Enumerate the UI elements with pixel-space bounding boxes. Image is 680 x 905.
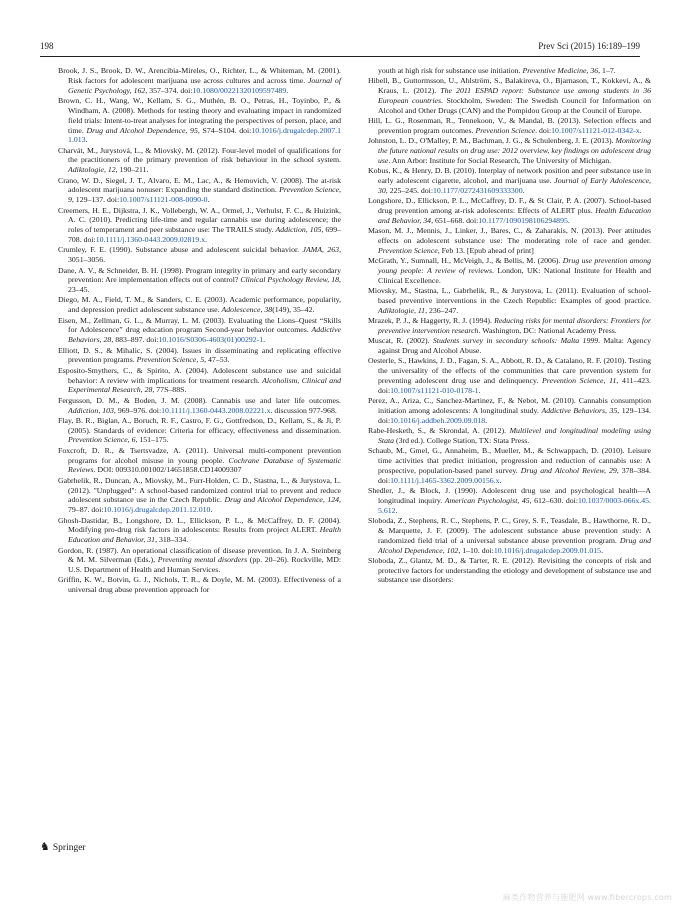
reference-details: , 1–10. doi:	[458, 545, 494, 555]
reference-entry	[58, 416, 341, 446]
reference-details: , 969–976. doi:	[113, 405, 162, 415]
reference-entry	[58, 546, 341, 576]
reference-text: Elliott, D. S., & Mihalic, S. (2004). Issues in disseminating and replicating effective prevention programs.	[58, 345, 341, 365]
reference-source: Journal of Early Adolescence, 30	[378, 176, 651, 195]
reference-tail: .	[601, 545, 604, 555]
reference-details: , 129–137. doi:	[71, 195, 120, 205]
reference-entry	[58, 176, 341, 206]
publisher-name: Springer	[52, 842, 86, 853]
reference-source: Prevention Science	[475, 125, 536, 135]
reference-source: Drug and Alcohol Dependence, 124	[224, 495, 340, 505]
reference-text: Mrazek, P. J., & Haggerty, R. J. (1994).	[368, 316, 495, 326]
reference-doi-link[interactable]: 10.1016/S0306-4603(01)00292-1	[158, 335, 264, 345]
reference-text: Foxcroft, D. R., & Tsertsvadze, A. (2011). Universal multi-component prevention programs for alcohol misuse in young people.	[58, 445, 341, 465]
reference-text: Sloboda, Z., Glantz, M. D., & Tarter, R. E. (2012). Revisiting the concepts of risk and protective factors for understanding the etiology and development of substance use and substance use disorders:	[368, 555, 651, 585]
reference-text: Crumley, F. E. (1990). Substance abuse and adolescent suicidal behavior.	[58, 245, 303, 255]
reference-details: , 1–7.	[598, 66, 616, 75]
reference-text: Perez, A., Ariza, C., Sanchez-Martinez, F., & Nebot, M. (2010). Cannabis consumption initiation among adolescents: A longitudinal study.	[368, 396, 651, 415]
reference-entry	[58, 516, 341, 546]
reference-source: Alcoholism, Clinical and Experimental Research, 28	[68, 375, 341, 395]
reference-details: , 883–897. doi:	[111, 335, 159, 345]
reference-entry	[368, 116, 651, 136]
reference-doi-link[interactable]: 10.1016/j.drugalcdep.2011.12.010	[103, 505, 211, 515]
reference-entry	[58, 396, 341, 416]
reference-entry	[368, 286, 651, 316]
watermark: 麻类作物营养与施肥网 www.fibercrops.com	[502, 893, 672, 902]
reference-source: Preventing mental disorders	[157, 555, 248, 565]
reference-doi-link[interactable]: 10.1177/0272431609333300	[433, 185, 523, 195]
reference-column-right	[368, 66, 651, 586]
reference-tail: .	[522, 185, 525, 195]
reference-entry	[368, 196, 651, 226]
reference-entry	[368, 316, 651, 336]
reference-text: Rabe-Hesketh, S., & Skrondal, A. (2012).	[368, 426, 510, 436]
reference-source: Students survey in secondary schools: Malta 1999	[432, 336, 599, 346]
reference-details: , 357–374. doi:	[145, 85, 193, 95]
reference-source: Drug use prevention among young people: A review of reviews	[378, 256, 651, 275]
reference-source: Adiktologie, 12	[68, 165, 116, 175]
reference-tail: .	[478, 385, 481, 395]
reference-column-left	[58, 66, 341, 596]
reference-tail: .	[207, 195, 210, 205]
reference-entry	[58, 146, 341, 176]
reference-details: , 411–423. doi:	[378, 375, 651, 395]
reference-doi-link[interactable]: 10.1007/s11121-010-0178-1	[390, 385, 479, 395]
reference-text: Kobus, K., & Henry, D. B. (2010). Interplay of network position and peer substance use in early adolescent cigarette, alcohol, and marijuana use.	[368, 166, 651, 186]
reference-text: Flay, B. R., Biglan, A., Boruch, R. F., Castro, F. G., Gottfredson, D., Kellam, S., & Ji, P. (2005). Standards of evidence: Criteria for efficacy, effectiveness and dissemination.	[58, 415, 341, 435]
reference-source: Monitoring the future national results on drug use: 2012 overview, key findings on adolescent drug use	[378, 136, 651, 165]
reference-text: Muscat, R. (2002).	[368, 336, 433, 346]
reference-text: Gordon, R. (1987). An operational classification of disease prevention. In J. A. Steinberg & M. M. Silverman (Eds.),	[58, 545, 341, 565]
reference-text: Creemers, H. E., Dijkstra, J. K., Vollebergh, W. A., Ormel, J., Verhulst, F. C., & Huizink, A. C. (2010). Predicting life-time and regular cannabis use during adolescence; the roles of temperament and peer substance use: The TRAILS study.	[58, 205, 341, 235]
reference-text: Griffin, K. W., Botvin, G. J., Nichols, T. R., & Doyle, M. M. (2003). Effectiveness of a universal drug abuse prevention approach for	[58, 575, 341, 595]
reference-details: . Washington, DC: National Academy Press.	[478, 325, 617, 335]
reference-entry	[368, 516, 651, 555]
reference-details: , Feb 13. [Epub ahead of print]	[437, 245, 534, 255]
reference-doi-link[interactable]: 10.1037/0003-066x.45.5.612	[378, 495, 651, 515]
reference-source: Prevention Science, 11	[542, 375, 617, 385]
reference-details: . Ann Arbor: Institute for Social Research, The University of Michigan.	[388, 155, 612, 165]
reference-tail: .	[205, 235, 208, 245]
reference-source: Adiktologie, 11	[378, 305, 426, 315]
reference-text: Shedler, J., & Block, J. (1990). Adolescent drug use and psychological health—A longitudinal inquiry.	[368, 486, 651, 505]
reference-entry	[368, 446, 651, 485]
reference-source: Prevention Science	[378, 245, 438, 255]
reference-tail: .	[567, 215, 570, 225]
reference-tail: .	[485, 415, 488, 425]
reference-text: Ghosh-Dastidar, B., Longshore, D. L., Ellickson, P. L., & McCaffrey, D. F. (2004). Modifying pro-drug risk factors in adolescents: Results from project ALERT.	[58, 515, 341, 535]
reference-source: Drug and Alcohol Dependence, 102	[378, 535, 651, 555]
reference-tail: .	[210, 505, 213, 515]
reference-source: Prevention Science, 5	[136, 355, 205, 365]
reference-details: , 236–247.	[425, 305, 459, 315]
reference-tail: .	[263, 335, 266, 345]
reference-entry	[368, 486, 651, 516]
reference-details: (pp. 20–26). Rockville, MD: U.S. Department of Health and Human Services.	[68, 555, 341, 575]
reference-text: youth at high risk for substance use initiation.	[378, 66, 523, 75]
reference-details: , 151–175.	[135, 435, 169, 445]
reference-entry	[58, 66, 341, 96]
reference-text: Brook, J. S., Brook, D. W., Arencibia-Mireles, O., Richter, L., & Whiteman, M. (2001). Risk factors for adolescent marijuana use across cultures and across time.	[58, 66, 341, 85]
reference-entry	[58, 366, 341, 396]
reference-doi-link[interactable]: 10.1080/00221320109597489	[192, 85, 287, 95]
reference-entry	[368, 256, 651, 286]
reference-details: , 225–245. doi:	[385, 185, 434, 195]
reference-source: Addiction, 103	[68, 405, 114, 415]
reference-text: McGrath, Y., Sumnall, H., McVeigh, J., & Bellis, M. (2006).	[368, 256, 563, 266]
reference-entry	[368, 396, 651, 426]
footer	[40, 842, 86, 853]
reference-details: , 318–334.	[155, 535, 189, 545]
reference-source: JAMA, 263	[302, 245, 340, 255]
reference-entry	[58, 316, 341, 346]
reference-source: Health Education and Behavior, 34	[378, 206, 651, 225]
reference-details: , 699–708. doi:	[68, 225, 341, 245]
reference-details: , 77S–88S.	[152, 385, 187, 395]
reference-details: , 190–211.	[115, 165, 149, 175]
reference-text: Dane, A. V., & Schneider, B. H. (1998). Program integrity in primary and early secondary prevention: Are implementation effects out of control?	[58, 265, 341, 285]
reference-text: Esposito-Smythers, C., & Spirito, A. (2004). Adolescent substance use and suicidal behavior: A review with implications for treatment research.	[58, 365, 341, 385]
reference-text: Charvát, M., Jurystová, L., & Miovský, M. (2012). Four-level model of qualifications for the practitioners of the primary prevention of risk behaviour in the school system.	[58, 145, 341, 165]
reference-entry	[368, 66, 651, 76]
reference-entry	[58, 96, 341, 145]
reference-source: Reducing risks for mental disorders: Frontiers for preventive intervention research	[378, 316, 651, 335]
reference-entry	[368, 556, 651, 586]
reference-source: Preventive Medicine, 36	[522, 66, 599, 75]
reference-details: , 79–87. doi:	[68, 495, 341, 515]
reference-source: Addictive Behaviors, 28	[68, 325, 341, 345]
reference-text: Hibell, B., Guttormsson, U., Ahlström, S., Balakireva, O., Bjarnason, T., Kokkevi, A., & Kraus, L. (2012).	[368, 76, 651, 96]
reference-details: . London, UK: National Institute for Health and Clinical Excellence.	[378, 265, 652, 285]
reference-details: , 47–53.	[204, 355, 230, 365]
reference-entry	[368, 166, 651, 196]
reference-entry	[368, 76, 651, 115]
reference-text: Diego, M. A., Field, T. M., & Sanders, C. E. (2003). Academic performance, popularity, and depression predict adolescent substance use.	[58, 295, 341, 315]
reference-details: , 378–384. doi:	[378, 465, 652, 485]
reference-doi-link[interactable]: 10.1177/1090198106294895	[478, 215, 568, 225]
reference-tail: .	[395, 505, 398, 515]
reference-source: Clinical Psychology Review, 18	[240, 275, 340, 285]
reference-entry	[368, 226, 651, 256]
reference-text: Gabrhelik, R., Duncan, A., Miovsky, M., Furr-Holden, C. D., Stastna, L., & Jurystova, L. (2012). "Unplugged": A school-based randomized control trial to prevent and reduce adolescent substance use in the Czech Republic.	[58, 475, 341, 505]
reference-details: , 129–134. doi:	[378, 405, 652, 425]
reference-details: (149), 35–42.	[272, 305, 315, 315]
reference-entry	[368, 136, 651, 166]
reference-source: Drug and Alcohol Dependence, 95	[86, 125, 198, 135]
reference-text: Miovsky, M., Stastna, L., Gabrhelik, R., & Jurystova, L. (2011). Evaluation of school-based preventive interventions in the Czech Republic: Examples of good practice.	[368, 286, 651, 305]
reference-doi-link[interactable]: 10.1111/j.1465-3362.2009.00156.x	[390, 475, 500, 485]
reference-doi-link[interactable]: 10.1111/j.1360-0443.2008.02221.x	[161, 405, 271, 415]
reference-text: Fergusson, D. M., & Boden, J. M. (2008). Cannabis use and later life outcomes.	[58, 395, 341, 405]
reference-details: . Stockholm, Sweden: The Swedish Council for Information on Alcohol and Other Drugs (CAN) and the Pompidou Group at the Council of Europe.	[378, 95, 651, 115]
reference-source: Prevention Science, 6	[68, 435, 136, 445]
reference-text: Crano, W. D., Siegel, J. T., Alvaro, E. M., Lac, A., & Hemovich, V. (2008). The at-risk adolescent marijuana nonuser: Expanding the standard distinction.	[58, 175, 341, 195]
reference-tail: .	[286, 85, 289, 95]
reference-details: . Malta: Agency against Drug and Alcohol Abuse.	[378, 336, 652, 355]
reference-tail: . discussion 977-968.	[270, 405, 337, 415]
reference-details: , 3051–3056.	[68, 245, 342, 265]
reference-details: , S74–S104. doi:	[197, 125, 252, 135]
reference-source: American Psychologist, 45	[444, 495, 530, 505]
reference-source: Journal of Genetic Psychology, 162	[68, 75, 341, 95]
reference-entry	[58, 295, 341, 315]
reference-source: Adolescence, 38	[221, 305, 273, 315]
reference-entry	[368, 336, 651, 356]
reference-source: Drug and Alcohol Review, 29	[520, 465, 617, 475]
reference-text: Mason, M. J., Mennis, J., Linker, J., Bares, C., & Zaharakis, N. (2013). Peer attitudes effects on adolescent substance use: The moderating role of race and gender.	[368, 226, 651, 245]
reference-source: Addictive Behaviors, 35	[541, 405, 618, 415]
reference-entry	[58, 575, 341, 595]
reference-doi-link[interactable]: 10.1007/s11121-012-0342-x	[551, 125, 640, 135]
reference-source: The 2011 ESPAD report: Substance use among students in 36 European countries	[378, 86, 652, 105]
reference-details: , 612–630. doi:	[529, 495, 578, 505]
reference-text: Hill, L. G., Rosenman, R., Tennekoon, V., & Mandal, B. (2013). Selection effects and prevention program outcomes.	[368, 116, 651, 135]
reference-entry	[58, 245, 341, 265]
reference-details: . doi:	[535, 125, 552, 135]
reference-entry	[368, 426, 651, 446]
reference-text: Brown, C. H., Wang, W., Kellam, S. G., Muthén, B. O., Petras, H., Toyinbo, P., & Windham, A. (2008). Methods for testing theory and evaluating impact in randomized field trials: Intent-to-treat analyses for integrating the perspectives of person, place, and time.	[58, 95, 342, 135]
reference-source: Health Education and Behavior, 31	[68, 525, 341, 545]
reference-details: (3rd ed.). College Station, TX: Stata Press.	[394, 435, 530, 445]
reference-doi-link[interactable]: 10.1016/j.addbeh.2009.09.018	[390, 415, 486, 425]
reference-source: Prevention Science, 9	[68, 185, 341, 205]
reference-source: Addiction, 105	[275, 225, 322, 235]
reference-text: Johnston, L. D., O'Malley, P. M., Bachman, J. G., & Schulenberg, J. E. (2013).	[368, 136, 616, 146]
reference-tail: .	[639, 125, 642, 135]
reference-tail: .	[85, 135, 88, 145]
springer-horse-icon: ♞	[40, 841, 50, 853]
reference-entry	[368, 356, 651, 395]
reference-source: Cochrane Database of Systematic Reviews	[68, 455, 341, 475]
reference-entry	[58, 476, 341, 515]
reference-details: , 23–45.	[68, 275, 341, 295]
reference-entry	[58, 346, 341, 366]
reference-text: Schaub, M., Gmel, G., Annaheim, B., Mueller, M., & Schwappach, D. (2010). Leisure time activities that predict initiation, progression and reduction of cannabis use: A prospective, population-based panel survey.	[368, 446, 651, 475]
header-rule	[40, 56, 640, 57]
reference-source: Multilevel and longitudinal modeling using Stata	[378, 426, 651, 445]
reference-doi-link[interactable]: 10.1007/s11121-008-0090-0	[119, 195, 208, 205]
reference-doi-link[interactable]: 10.1016/j.drugalcdep.2007.11.013	[68, 125, 342, 145]
reference-entry	[58, 206, 341, 245]
reference-doi-link[interactable]: 10.1016/j.drugalcdep.2009.01.015	[493, 545, 602, 555]
reference-details: , 651–668. doi:	[431, 215, 479, 225]
reference-tail: .	[499, 475, 502, 485]
reference-text: Eisen, M., Zellman, G. L., & Murray, L. M. (2003). Evaluating the Lions–Quest “Skills for Adolescence” drug education program Second-year behavior outcomes.	[58, 315, 341, 335]
reference-text: Sloboda, Z., Stephens, R. C., Stephens, P. C., Grey, S. F., Teasdale, B., Hawthorne, R. D., & Marquette, J. F. (2009). The adolescent substance abuse prevention study: A randomized field trial of a universal substance abuse prevention program.	[368, 515, 651, 545]
reference-text: Longshore, D., Ellickson, P. L., McCaffrey, D. F., & St Clair, P. A. (2007). School-based drug prevention among at-risk adolescents: Effects of ALERT plus.	[368, 196, 651, 215]
reference-text: Oesterle, S., Hawkins, J. D., Fagan, S. A., Abbott, R. D., & Catalano, R. F. (2010). Testing the universality of the effects of the communities that care prevention system for preventing adolescent drug use and delinquency.	[368, 356, 651, 385]
running-head: Prev Sci (2015) 16:189–199	[538, 41, 640, 51]
page-number: 198	[40, 41, 54, 51]
reference-entry	[58, 446, 341, 476]
reference-details: . DOI: 009310.001002/14651858.CD14009307	[93, 465, 242, 475]
reference-doi-link[interactable]: 10.1111/j.1360-0443.2009.02819.x	[95, 235, 206, 245]
reference-entry	[58, 266, 341, 296]
